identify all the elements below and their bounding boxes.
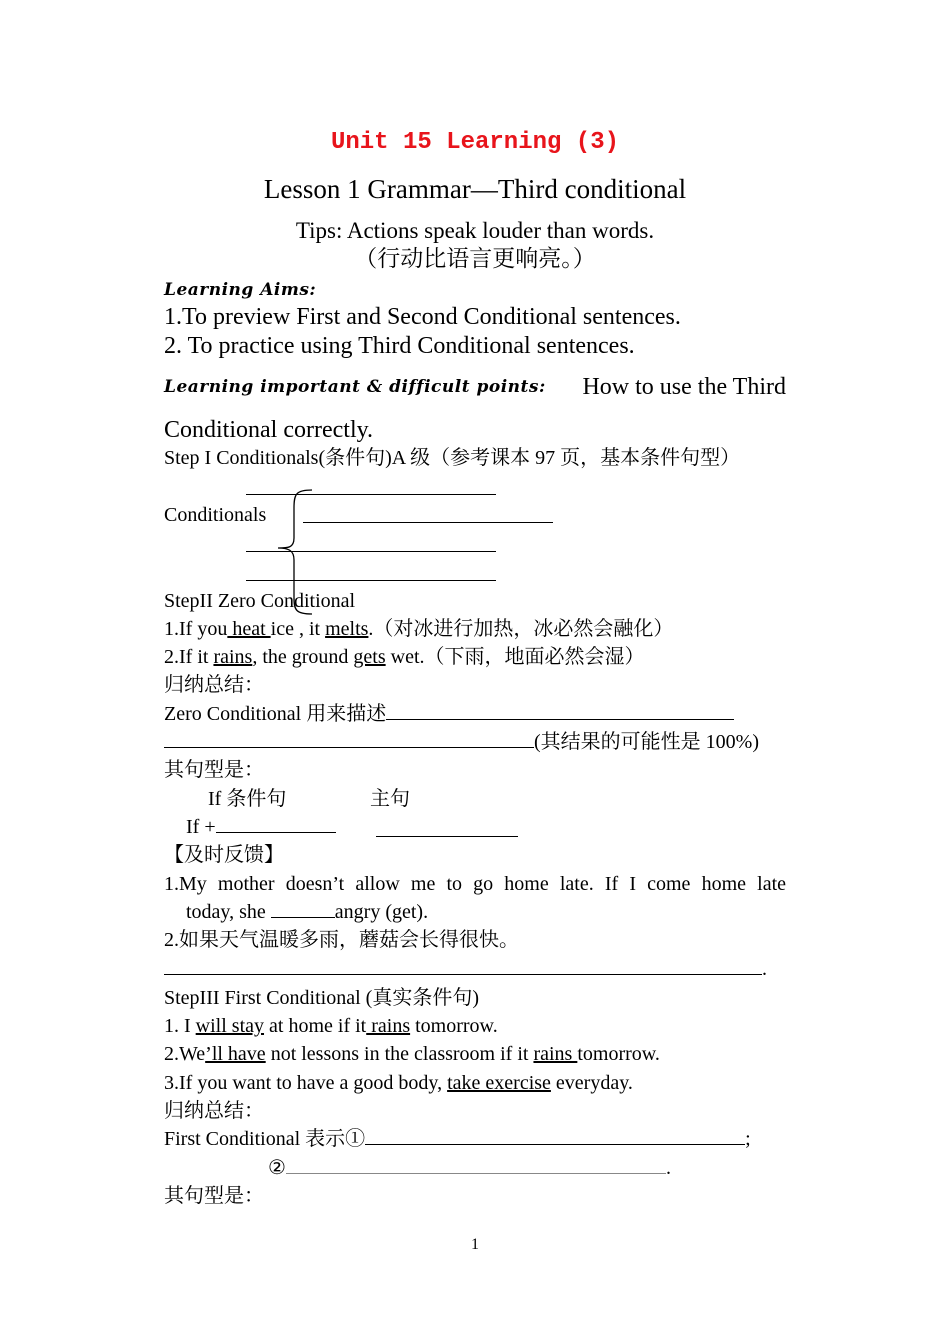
text-segment: ; <box>745 1128 751 1150</box>
feedback-question-1-continued <box>186 899 428 925</box>
text-segment: tomorrow. <box>577 1043 660 1065</box>
feedback-answer-line <box>164 956 767 982</box>
text-segment: ② <box>268 1157 286 1179</box>
key-points-text-continued: Conditional correctly. <box>164 417 374 443</box>
tips-chinese: （行动比语言更响亮。） <box>354 246 596 271</box>
first-description-2 <box>268 1155 671 1181</box>
zero-pattern-label: 其句型是： <box>164 759 264 781</box>
answer-blank[interactable] <box>386 701 734 720</box>
key-points-line <box>164 372 786 402</box>
text-segment: 1. I <box>164 1015 196 1037</box>
if-clause-label: If 条件句 <box>208 788 287 810</box>
text-segment: 1.If you <box>164 618 228 640</box>
text-segment: If + <box>186 816 216 838</box>
text-segment: .（对冰进行加热，冰必然会融化） <box>368 618 674 640</box>
aim-item-1: 1.To preview First and Second Conditional sentences. <box>164 304 681 330</box>
text-segment: 2.We <box>164 1043 206 1065</box>
text-segment: , the ground <box>252 646 354 668</box>
answer-blank[interactable] <box>286 1155 666 1174</box>
answer-blank[interactable] <box>164 956 762 975</box>
answer-blank[interactable] <box>376 836 518 837</box>
answer-blank[interactable] <box>164 729 534 748</box>
first-example-1 <box>164 1013 498 1039</box>
page-number: 1 <box>471 1236 479 1253</box>
verb-underlined: rains <box>533 1043 578 1065</box>
feedback-heading: 【及时反馈】 <box>164 844 284 866</box>
zero-pattern-row <box>186 814 336 840</box>
text-segment: (其结果的可能性是 100%) <box>534 731 759 753</box>
step1-heading: Step I Conditionals(条件句)A 级（参考课本 97 页，基本条件句型） <box>164 447 741 469</box>
step2-heading: StepII Zero Conditional <box>164 590 356 612</box>
text-segment: ice , it <box>270 618 326 640</box>
verb-underlined: melts <box>325 618 369 640</box>
answer-blank[interactable] <box>271 899 335 918</box>
verb-underlined: take exercise <box>447 1072 551 1094</box>
conditionals-label: Conditionals <box>164 504 267 526</box>
first-pattern-label: 其句型是： <box>164 1185 264 1207</box>
learning-aims-label: Learning Aims: <box>164 280 317 300</box>
text-segment: at home if it <box>264 1015 367 1037</box>
zero-summary-label: 归纳总结： <box>164 674 264 696</box>
zero-description <box>164 701 734 727</box>
first-description <box>164 1126 751 1152</box>
text-segment: today, she <box>186 901 271 923</box>
feedback-question-2: 2.如果天气温暖多雨，蘑菇会长得很快。 <box>164 929 519 951</box>
main-clause-label: 主句 <box>370 788 410 810</box>
verb-underlined: will stay <box>195 1015 265 1037</box>
key-points-label: Learning important & difficult points: <box>164 377 546 397</box>
text-segment: everyday. <box>550 1072 633 1094</box>
first-example-3 <box>164 1070 633 1096</box>
key-points-text: How to use the Third <box>582 374 786 400</box>
verb-underlined: gets <box>353 646 386 668</box>
zero-example-1 <box>164 616 673 642</box>
verb-underlined: rains <box>366 1015 411 1037</box>
lesson-subtitle: Lesson 1 Grammar—Third conditional <box>263 174 687 204</box>
text-segment: tomorrow. <box>410 1015 498 1037</box>
verb-underlined: ’ll have <box>205 1043 266 1065</box>
verb-underlined: heat <box>227 618 271 640</box>
text-segment: angry (get). <box>334 901 429 923</box>
text-segment: wet.（下雨，地面必然会湿） <box>385 646 645 668</box>
text-segment: . <box>665 1157 671 1179</box>
text-segment: Zero Conditional 用来描述 <box>164 703 387 725</box>
text-segment: 3.If you want to have a good body, <box>164 1072 448 1094</box>
tips-line: Tips: Actions speak louder than words. <box>295 218 655 243</box>
zero-example-2 <box>164 644 645 670</box>
text-segment: not lessons in the classroom if it <box>265 1043 534 1065</box>
answer-blank[interactable] <box>365 1126 745 1145</box>
aim-item-2: 2. To practice using Third Conditional sentences. <box>164 333 635 359</box>
first-summary-label: 归纳总结： <box>164 1100 264 1122</box>
text-segment: . <box>762 958 767 980</box>
answer-blank[interactable] <box>216 814 336 833</box>
text-segment: 2.If it <box>164 646 214 668</box>
condition-blank-2[interactable] <box>303 522 553 523</box>
step3-heading: StepIII First Conditional (真实条件句) <box>164 987 479 1009</box>
verb-underlined: rains <box>213 646 253 668</box>
document-title: Unit 15 Learning (3) <box>330 129 620 156</box>
feedback-question-1: 1.My mother doesn’t allow me to go home late. If I come home late <box>164 873 786 895</box>
first-example-2 <box>164 1041 660 1067</box>
text-segment: First Conditional 表示① <box>164 1128 366 1150</box>
zero-description-continued <box>164 729 759 755</box>
